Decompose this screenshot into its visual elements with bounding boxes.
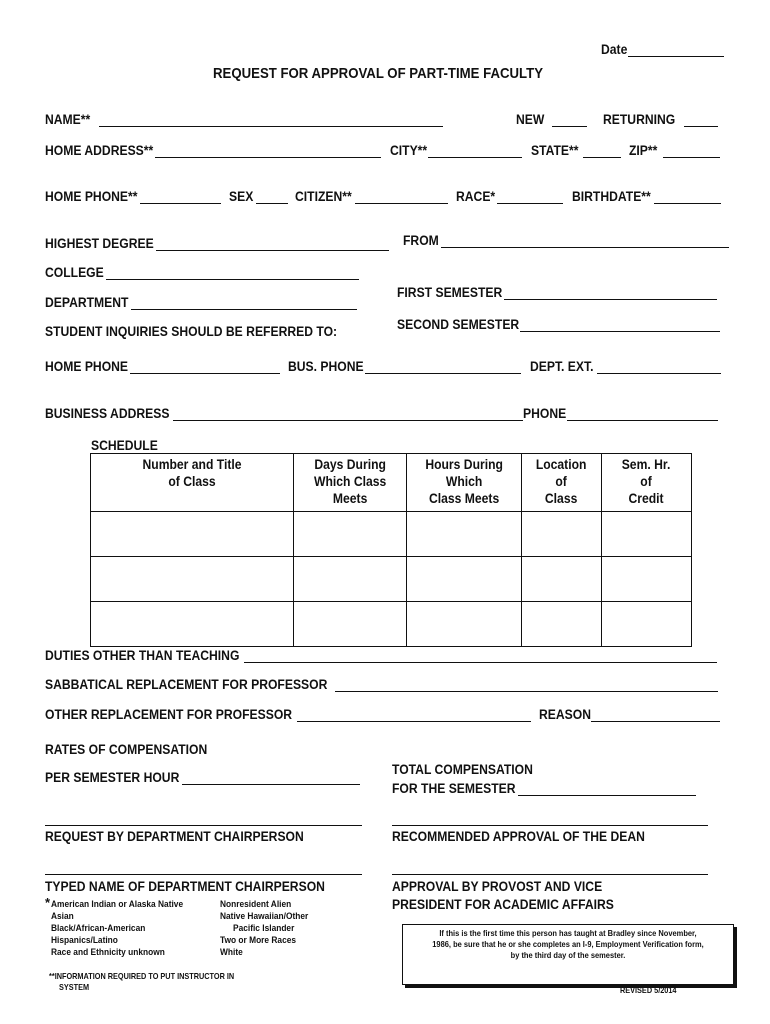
phone-field[interactable] — [567, 420, 718, 421]
sex-label: SEX — [229, 189, 254, 204]
chairperson-signature-line[interactable] — [45, 825, 362, 826]
race-field[interactable] — [497, 203, 563, 204]
college-label: COLLEGE — [45, 265, 104, 280]
reason-field[interactable] — [591, 721, 720, 722]
second-semester-field[interactable] — [520, 331, 720, 332]
zip-label: ZIP** — [629, 143, 658, 158]
state-field[interactable] — [583, 157, 621, 158]
race-label: RACE* — [456, 189, 496, 204]
sabbatical-label: SABBATICAL REPLACEMENT FOR PROFESSOR — [45, 677, 328, 692]
col-header-days: Days During Which Class Meets — [294, 454, 407, 512]
i9-notice-box — [402, 924, 734, 985]
request-by-label: REQUEST BY DEPARTMENT CHAIRPERSON — [45, 829, 304, 844]
race-code-item: White — [220, 947, 243, 958]
date-field[interactable] — [628, 56, 724, 57]
home-phone-field[interactable] — [130, 373, 280, 374]
table-cell[interactable] — [91, 512, 294, 557]
reason-label: REASON — [539, 707, 591, 722]
race-code-item: Native Hawaiian/Other — [220, 911, 309, 922]
provost-label-line2: PRESIDENT FOR ACADEMIC AFFAIRS — [392, 897, 614, 912]
table-cell[interactable] — [602, 512, 692, 557]
table-cell[interactable] — [522, 512, 602, 557]
recommended-label: RECOMMENDED APPROVAL OF THE DEAN — [392, 829, 645, 844]
sabbatical-field[interactable] — [335, 691, 718, 692]
per-semester-hour-label: PER SEMESTER HOUR — [45, 770, 180, 785]
table-row — [91, 512, 692, 557]
form-title: REQUEST FOR APPROVAL OF PART-TIME FACULTY — [213, 65, 544, 82]
table-cell[interactable] — [602, 602, 692, 647]
i9-notice-text: If this is the first time this person has taught at Bradley since November, 1986, be sure that he or she completes an I-9, Employment Verification form, by the third day of the semester. — [432, 928, 704, 960]
student-inquiries-label: STUDENT INQUIRIES SHOULD BE REFERRED TO: — [45, 324, 338, 339]
col-header-credit: Sem. Hr. of Credit — [602, 454, 692, 512]
table-cell[interactable] — [407, 602, 522, 647]
sex-field[interactable] — [256, 203, 288, 204]
rates-label: RATES OF COMPENSATION — [45, 742, 208, 757]
table-cell[interactable] — [522, 602, 602, 647]
city-field[interactable] — [428, 157, 522, 158]
provost-label-line1: APPROVAL BY PROVOST AND VICE — [392, 879, 603, 894]
birthdate-label: BIRTHDATE** — [572, 189, 651, 204]
returning-label: RETURNING — [603, 112, 676, 127]
dept-ext-label: DEPT. EXT. — [530, 359, 594, 374]
date-label: Date — [601, 42, 628, 57]
from-label: FROM — [403, 233, 439, 248]
zip-field[interactable] — [663, 157, 720, 158]
info-required-note-line2: SYSTEM — [59, 982, 90, 992]
name-field[interactable] — [99, 126, 443, 127]
bus-phone-label: BUS. PHONE — [288, 359, 364, 374]
highest-degree-label: HIGHEST DEGREE — [45, 236, 154, 251]
race-footnote-star: * — [45, 895, 51, 910]
birthdate-field[interactable] — [654, 203, 721, 204]
race-code-item: Nonresident Alien — [220, 899, 292, 910]
college-field[interactable] — [106, 279, 359, 280]
citizen-label: CITIZEN** — [295, 189, 352, 204]
department-field[interactable] — [131, 309, 357, 310]
department-label: DEPARTMENT — [45, 295, 129, 310]
state-label: STATE** — [531, 143, 579, 158]
col-header-location: Location of Class — [522, 454, 602, 512]
table-row — [91, 602, 692, 647]
col-header-hours: Hours During Which Class Meets — [407, 454, 522, 512]
second-semester-label: SECOND SEMESTER — [397, 317, 520, 332]
name-label: NAME** — [45, 112, 91, 127]
home-phone-label: HOME PHONE — [45, 359, 129, 374]
info-required-note-line1: **INFORMATION REQUIRED TO PUT INSTRUCTOR IN — [49, 971, 235, 981]
table-cell[interactable] — [602, 557, 692, 602]
table-cell[interactable] — [407, 512, 522, 557]
other-replacement-label: OTHER REPLACEMENT FOR PROFESSOR — [45, 707, 293, 722]
duties-other-label: DUTIES OTHER THAN TEACHING — [45, 648, 240, 663]
total-compensation-label: TOTAL COMPENSATION — [392, 762, 533, 777]
from-field[interactable] — [441, 247, 729, 248]
race-code-item: Race and Ethnicity unknown — [51, 947, 165, 958]
race-code-item: Black/African-American — [51, 923, 146, 934]
table-cell[interactable] — [91, 602, 294, 647]
race-code-item: Asian — [51, 911, 74, 922]
for-the-semester-label: FOR THE SEMESTER — [392, 781, 516, 796]
new-label: NEW — [516, 112, 545, 127]
typed-name-line[interactable] — [45, 874, 362, 875]
table-cell[interactable] — [522, 557, 602, 602]
home-address-label: HOME ADDRESS** — [45, 143, 154, 158]
race-code-item: Two or More Races — [220, 935, 297, 946]
revised-date: REVISED 5/2014 — [620, 985, 677, 995]
citizen-field[interactable] — [355, 203, 448, 204]
phone-label: PHONE — [523, 406, 567, 421]
first-semester-field[interactable] — [504, 299, 717, 300]
duties-other-field[interactable] — [244, 662, 717, 663]
other-replacement-field[interactable] — [297, 721, 531, 722]
home-phone-required-field[interactable] — [140, 203, 221, 204]
table-row — [91, 557, 692, 602]
per-semester-hour-field[interactable] — [182, 784, 360, 785]
returning-field[interactable] — [684, 126, 718, 127]
table-cell[interactable] — [91, 557, 294, 602]
race-code-item: Pacific Islander — [233, 923, 295, 934]
city-label: CITY** — [390, 143, 428, 158]
total-compensation-field[interactable] — [518, 795, 696, 796]
race-code-item: American Indian or Alaska Native — [51, 899, 184, 910]
business-address-field[interactable] — [173, 420, 523, 421]
highest-degree-field[interactable] — [156, 250, 389, 251]
home-phone-required-label: HOME PHONE** — [45, 189, 138, 204]
bus-phone-field[interactable] — [365, 373, 521, 374]
first-semester-label: FIRST SEMESTER — [397, 285, 503, 300]
new-field[interactable] — [552, 126, 587, 127]
table-cell[interactable] — [294, 512, 407, 557]
table-cell[interactable] — [294, 602, 407, 647]
race-code-item: Hispanics/Latino — [51, 935, 118, 946]
business-address-label: BUSINESS ADDRESS — [45, 406, 170, 421]
col-header-number-title: Number and Title of Class — [91, 454, 294, 512]
schedule-table — [90, 453, 692, 647]
table-cell[interactable] — [407, 557, 522, 602]
dean-signature-line[interactable] — [392, 825, 708, 826]
home-address-field[interactable] — [155, 157, 381, 158]
provost-signature-line[interactable] — [392, 874, 708, 875]
schedule-label: SCHEDULE — [91, 438, 158, 453]
table-cell[interactable] — [294, 557, 407, 602]
typed-name-label: TYPED NAME OF DEPARTMENT CHAIRPERSON — [45, 879, 325, 894]
schedule-header-row — [91, 454, 692, 512]
dept-ext-field[interactable] — [597, 373, 721, 374]
